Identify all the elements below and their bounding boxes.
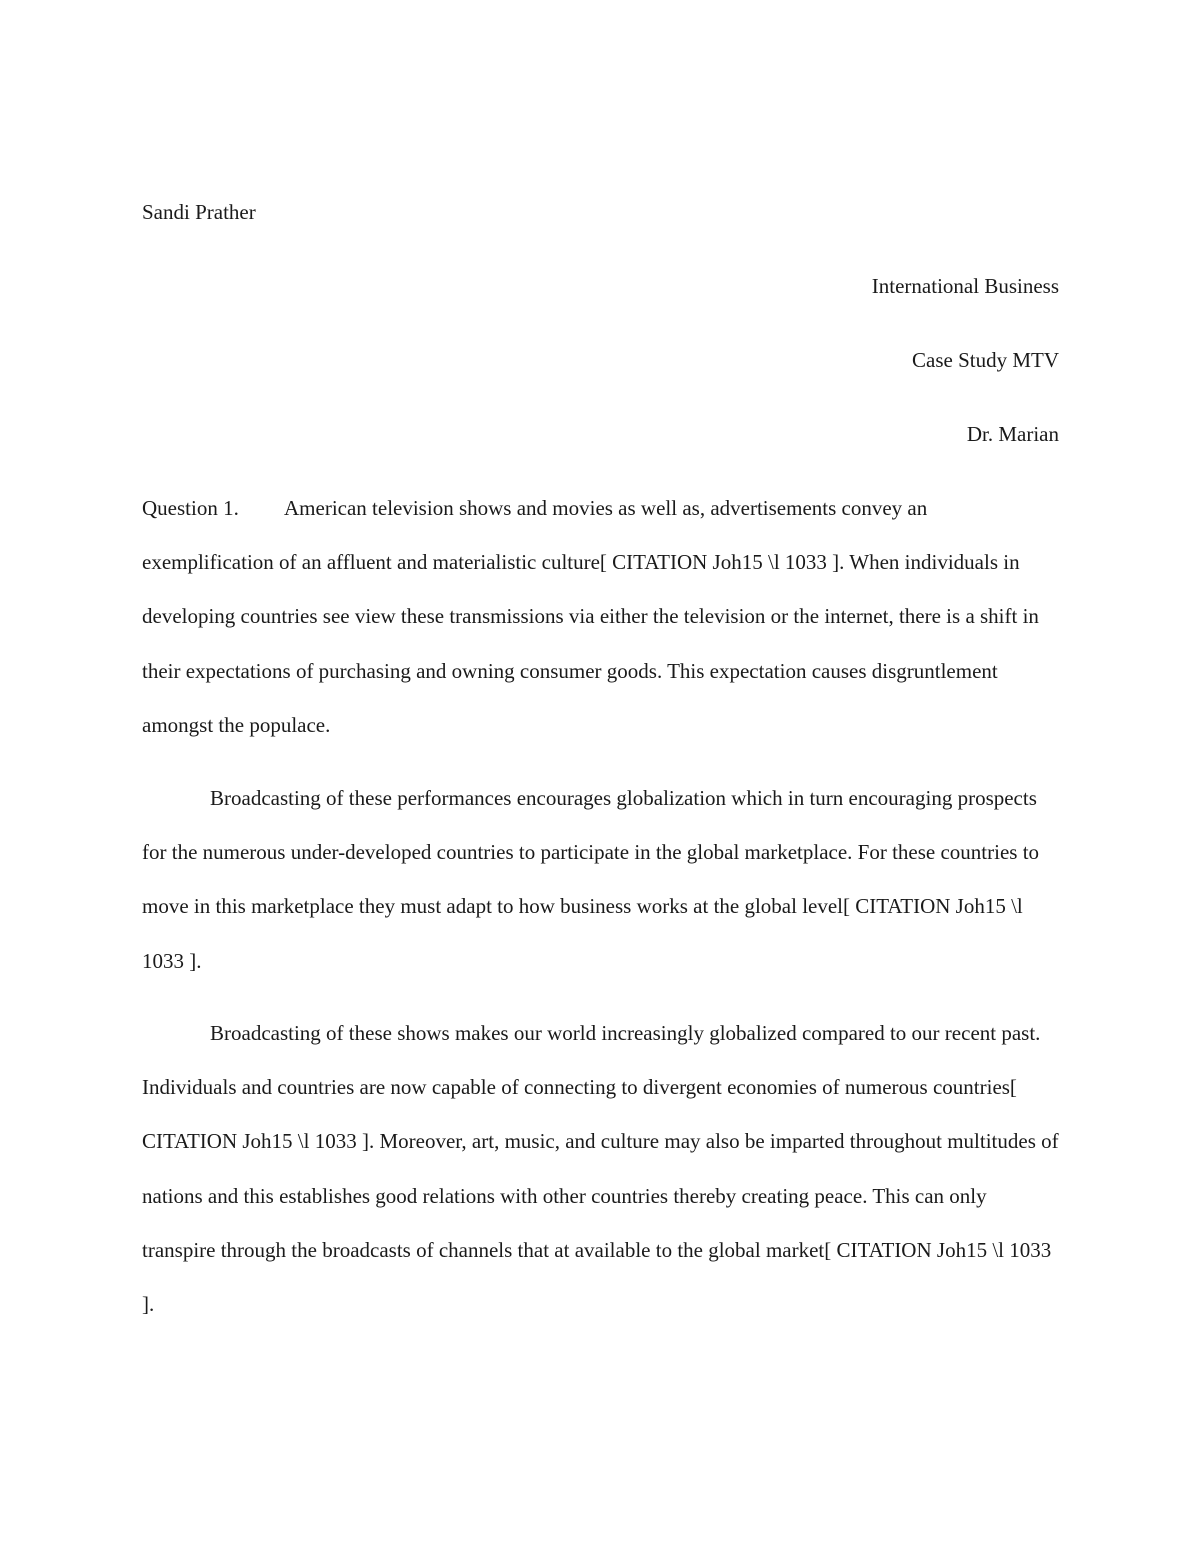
- course-name: International Business: [871, 274, 1059, 298]
- paragraph-2-text: Broadcasting of these performances encourages globalization which in turn encouraging prospects for the numerous under-developed countries to participate in the global marketplace. For these countries to move in this marketplace they must adapt to how business works at the global level[ CITATION Joh15 \l 1033 ].: [142, 786, 1040, 973]
- paragraph-3-text: Broadcasting of these shows makes our world increasingly globalized compared to our recent past. Individuals and countries are now capable of connecting to divergent economies of numerous countries[ CITATION Joh15 \l 1033 ]. Moreover, art, music, and culture may also be imparted throughout multitudes of nations and this establishes good relations with other countries thereby creating peace. This can only transpire through the broadcasts of channels that at available to the global market[ CITATION Joh15 \l 1033 ].: [142, 1021, 1059, 1317]
- author-name: Sandi Prather: [142, 200, 256, 224]
- paragraph-2: [142, 771, 1062, 988]
- question-label: Question 1.: [142, 496, 239, 520]
- instructor-name: Dr. Marian: [966, 422, 1059, 446]
- paragraph-1-text: American television shows and movies as well as, advertisements convey an exemplification of an affluent and materialistic culture[ CITATION Joh15 \l 1033 ]. When individuals in developing countries see view these transmissions via either the television or the internet, there is a shift in their expectations of purchasing and owning consumer goods. This expectation causes disgruntlement amongst the populace.: [142, 496, 1039, 737]
- paragraph-3: [142, 1006, 1062, 1331]
- paragraph-question-1: [142, 481, 1062, 752]
- assignment-title: Case Study MTV: [912, 348, 1059, 372]
